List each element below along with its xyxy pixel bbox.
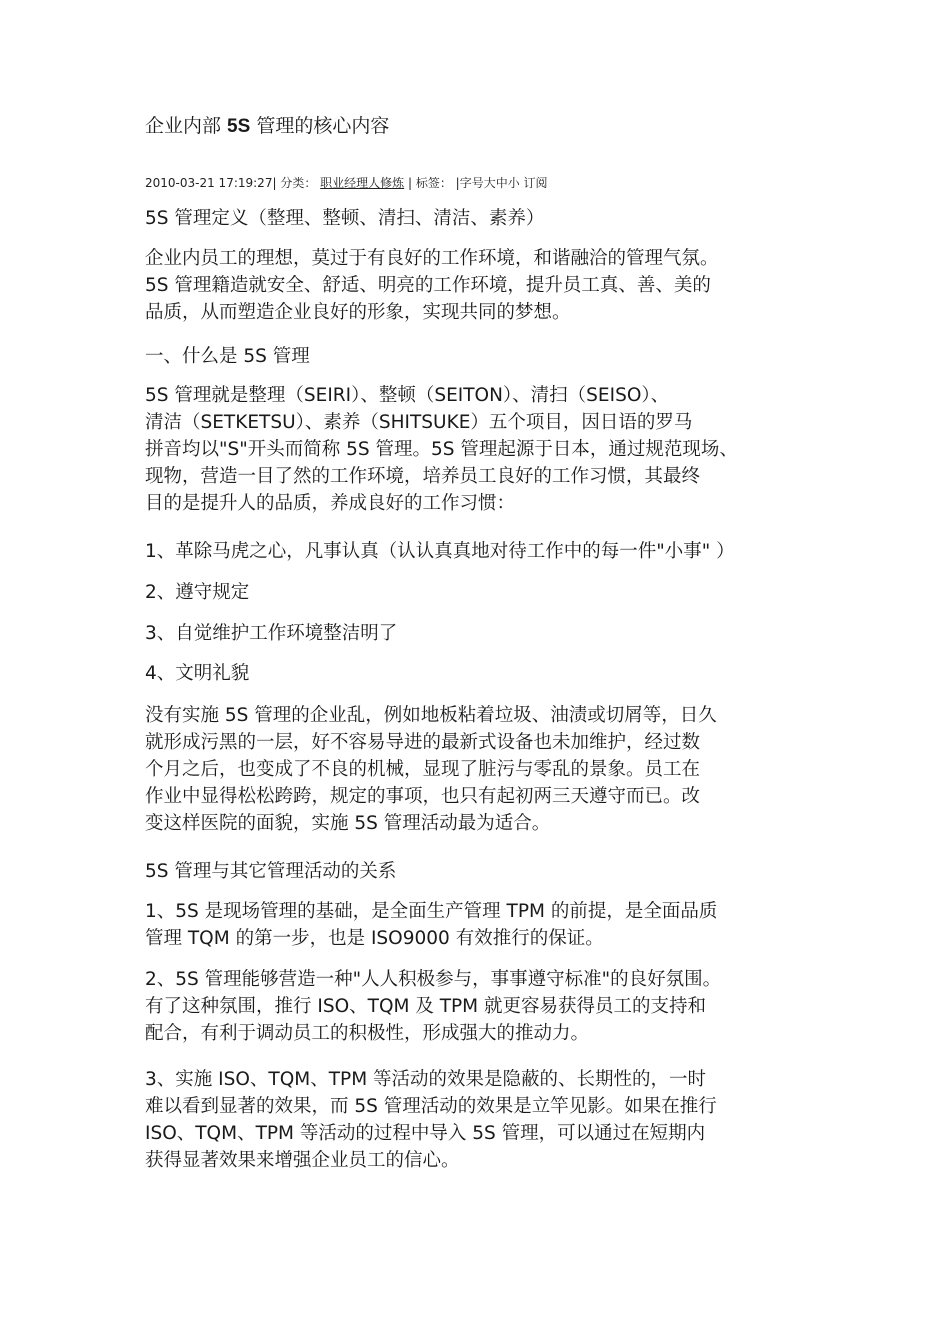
paragraph-13 (145, 1066, 835, 1174)
paragraph-line: 5S 管理定义（整理、整顿、清扫、清洁、素养） (145, 208, 545, 229)
paragraph-line: 4、文明礼貌 (145, 663, 250, 684)
paragraph-line: 1、5S 是现场管理的基础，是全面生产管理 TPM 的前提，是全面品质 (145, 901, 718, 922)
paragraph-line: 5S 管理就是整理（SEIRI）、整顿（SEITON）、清扫（SEISO）、 (145, 385, 670, 406)
category-link[interactable]: 职业经理人修炼 (320, 176, 405, 190)
paragraph-12 (145, 966, 835, 1047)
tags-and-font-size: | 标签： |字号大中小 订阅 (404, 176, 548, 190)
paragraph-line: 目的是提升人的品质，养成良好的工作习惯： (145, 493, 516, 514)
paragraph-1 (145, 205, 835, 232)
paragraph-8 (145, 660, 835, 687)
paragraph-line: 品质，从而塑造企业良好的形象，实现共同的梦想。 (145, 302, 571, 323)
title-suffix: 管理的核心内容 (250, 115, 390, 137)
paragraph-6 (145, 579, 835, 606)
title-prefix: 企业内部 (145, 115, 228, 137)
paragraph-line: 拼音均以"S"开头而简称 5S 管理。5S 管理起源于日本，通过规范现场、 (145, 439, 738, 460)
paragraph-line: 配合，有利于调动员工的积极性，形成强大的推动力。 (145, 1023, 590, 1044)
paragraph-line: 现物，营造一目了然的工作环境，培养员工良好的工作习惯，其最终 (145, 466, 701, 487)
paragraph-line: 5S 管理与其它管理活动的关系 (145, 861, 397, 882)
paragraph-3 (145, 343, 835, 370)
paragraph-line: 变这样医院的面貌，实施 5S 管理活动最为适合。 (145, 813, 551, 834)
paragraph-line: 企业内员工的理想，莫过于有良好的工作环境，和谐融洽的管理气氛。 (145, 248, 719, 269)
page-title (145, 113, 389, 140)
paragraph-4 (145, 382, 835, 517)
post-datetime: 2010-03-21 17:19:27| (145, 176, 277, 190)
paragraph-line: 有了这种氛围，推行 ISO、TQM 及 TPM 就更容易获得员工的支持和 (145, 996, 707, 1017)
paragraph-line: 3、实施 ISO、TQM、TPM 等活动的效果是隐蔽的、长期性的，一时 (145, 1069, 707, 1090)
paragraph-line: 清洁（SETKETSU）、素养（SHITSUKE）五个项目，因日语的罗马 (145, 412, 693, 433)
paragraph-10 (145, 858, 835, 885)
paragraph-line: 难以看到显著的效果，而 5S 管理活动的效果是立竿见影。如果在推行 (145, 1096, 717, 1117)
paragraph-line: 个月之后，也变成了不良的机械，显现了脏污与零乱的景象。员工在 (145, 759, 701, 780)
paragraph-line: 2、5S 管理能够营造一种"人人积极参与，事事遵守标准"的良好氛围。 (145, 969, 722, 990)
paragraph-line: 管理 TQM 的第一步，也是 ISO9000 有效推行的保证。 (145, 928, 604, 949)
paragraph-line: 3、自觉维护工作环境整洁明了 (145, 623, 398, 644)
post-meta (145, 175, 548, 191)
paragraph-5 (145, 538, 835, 565)
paragraph-line: 就形成污黑的一层，好不容易导进的最新式设备也未加维护，经过数 (145, 732, 701, 753)
paragraph-line: 1、革除马虎之心，凡事认真（认认真真地对待工作中的每一件"小事" ） (145, 541, 735, 562)
paragraph-line: 获得显著效果来增强企业员工的信心。 (145, 1150, 460, 1171)
paragraph-line: 没有实施 5S 管理的企业乱，例如地板粘着垃圾、油渍或切屑等，日久 (145, 705, 717, 726)
paragraph-line: 2、遵守规定 (145, 582, 250, 603)
paragraph-7 (145, 620, 835, 647)
paragraph-line: ISO、TQM、TPM 等活动的过程中导入 5S 管理，可以通过在短期内 (145, 1123, 706, 1144)
paragraph-line: 5S 管理籍造就安全、舒适、明亮的工作环境，提升员工真、善、美的 (145, 275, 711, 296)
category-label: 分类： (276, 176, 317, 190)
paragraph-9 (145, 702, 835, 837)
title-bold: 5S (227, 116, 251, 137)
paragraph-line: 一、什么是 5S 管理 (145, 346, 310, 367)
paragraph-2 (145, 245, 835, 326)
paragraph-11 (145, 898, 835, 952)
paragraph-line: 作业中显得松松跨跨，规定的事项，也只有起初两三天遵守而已。改 (145, 786, 701, 807)
